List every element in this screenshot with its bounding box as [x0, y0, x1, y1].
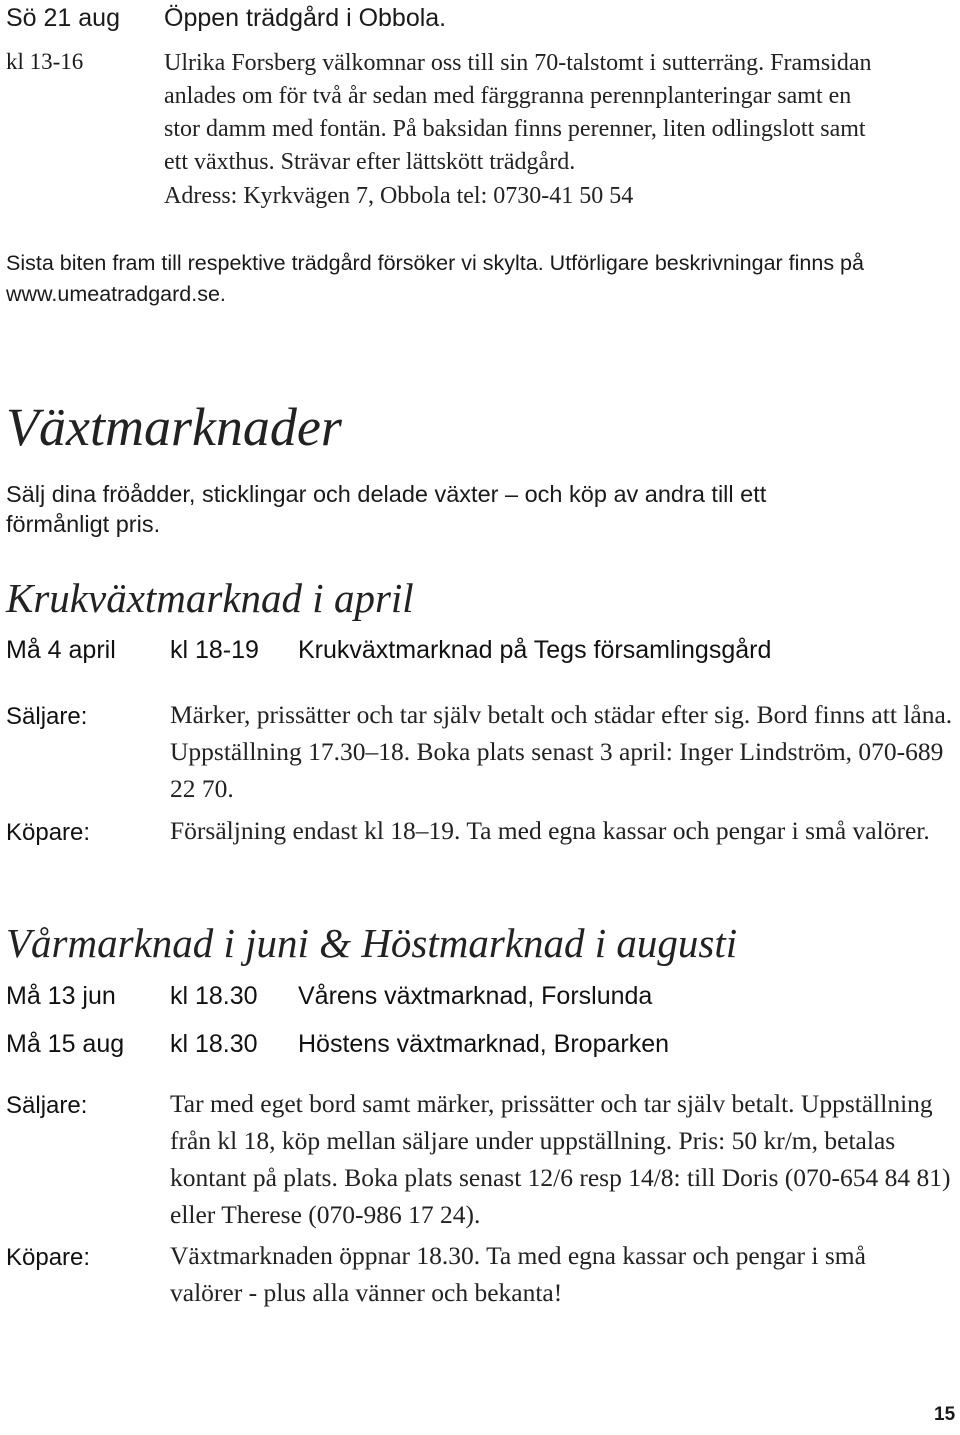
- seller-text: Tar med eget bord samt märker, prissätter och tar själv betalt. Uppställning från kl 18, köp mellan säljare under uppställning. Pris: 50 kr/m, betalas kontant på plats. Boka plats senast 12/6 resp 14/8: till Doris (070-654 84 81) eller Therese (070-986 17 24).: [170, 1089, 951, 1229]
- event-line: ett växthus. Strävar efter lättskött trädgård.: [164, 149, 576, 175]
- market-date: Må 15 aug: [6, 1030, 125, 1058]
- market-time: kl 18.30: [170, 1030, 258, 1058]
- market-date: Må 13 jun: [6, 982, 116, 1010]
- buyer-label: Köpare:: [6, 819, 91, 846]
- market-event: Höstens växtmarknad, Broparken: [298, 1030, 670, 1058]
- market-time: kl 18.30: [170, 982, 258, 1010]
- subsection-heading: Vårmarknad i juni & Höstmarknad i augusti: [6, 920, 738, 966]
- event-line: Ulrika Forsberg välkomnar oss till sin 70-talstomt i sutterräng. Framsidan: [164, 50, 872, 76]
- buyer-text: Försäljning endast kl 18–19. Ta med egna kassar och pengar i små valörer.: [170, 816, 930, 845]
- buyer-label: Köpare:: [6, 1244, 91, 1271]
- event-line: anlades om för två år sedan med färggranna perennplanteringar samt en: [164, 83, 852, 109]
- section-heading: Växtmarknader: [6, 397, 342, 457]
- signage-note: Sista biten fram till respektive trädgård försöker vi skylta. Utförligare beskrivningar finns på: [6, 251, 864, 275]
- event-date: Sö 21 aug: [6, 4, 120, 32]
- event-address: Adress: Kyrkvägen 7, Obbola tel: 0730-41 50 54: [164, 183, 634, 209]
- event-title: Öppen trädgård i Obbola.: [164, 4, 447, 32]
- market-date: Må 4 april: [6, 636, 116, 664]
- website-link[interactable]: www.umeatradgard.se.: [6, 282, 226, 306]
- seller-text: Märker, prissätter och tar själv betalt och städar efter sig. Bord finns att låna. Uppställning 17.30–18. Boka plats senast 3 april: Inger Lindström, 070-689 22 70.: [170, 700, 953, 803]
- market-event: Vårens växtmarknad, Forslunda: [298, 982, 653, 1010]
- event-time: kl 13-16: [6, 49, 84, 74]
- section-intro: Sälj dina fröådder, sticklingar och delade växter – och köp av andra till ett: [6, 481, 767, 507]
- market-event: Krukväxtmarknad på Tegs församlingsgård: [298, 636, 772, 664]
- section-intro: förmånligt pris.: [6, 511, 161, 537]
- buyer-text: Växtmarknaden öppnar 18.30. Ta med egna kassar och pengar i små valörer - plus alla vänner och bekanta!: [170, 1241, 866, 1307]
- page-number: 15: [934, 1404, 956, 1425]
- seller-label: Säljare:: [6, 1092, 88, 1119]
- market-time: kl 18-19: [170, 636, 259, 664]
- seller-label: Säljare:: [6, 703, 88, 730]
- subsection-heading: Krukväxtmarknad i april: [6, 575, 414, 621]
- event-line: stor damm med fontän. På baksidan finns perenner, liten odlingslott samt: [164, 116, 866, 142]
